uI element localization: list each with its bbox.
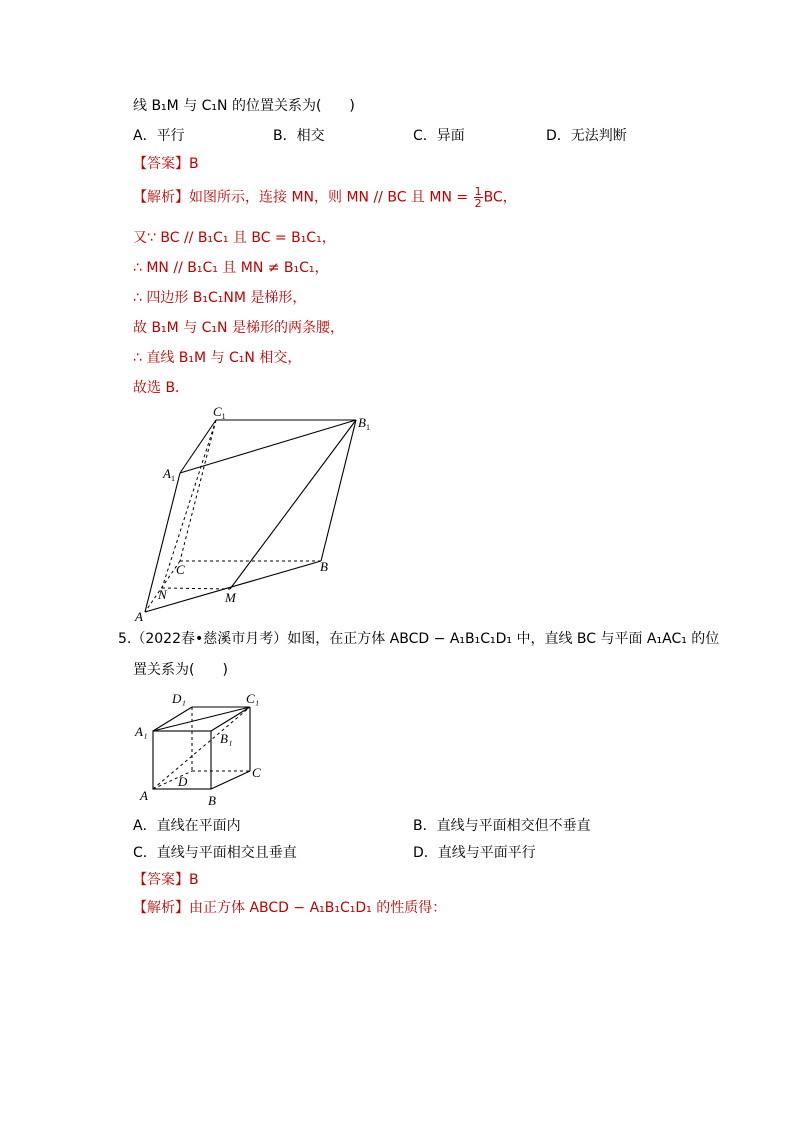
prism-figure [120, 398, 390, 626]
cube-label-b: B [208, 793, 216, 808]
analysis-line-4: ∴ 四边形 B₁C₁NM 是梯形， [133, 290, 307, 306]
q5-analysis-tag: 【解析】 [133, 900, 189, 916]
cube-label-a1: A₁ [135, 724, 148, 739]
label-c1: $C_1$ [213, 404, 226, 421]
q5-answer-tag: 【答案】 [133, 872, 189, 888]
q5-option-d: D．直线与平面平行 [413, 845, 536, 861]
analysis-line-2: 又∵ BC // B₁C₁ 且 BC = B₁C₁， [133, 230, 336, 246]
fraction-numerator: 1 [474, 185, 482, 198]
analysis-line-7: 故选 B． [133, 380, 190, 396]
question-4-stem: 线 B₁M 与 C₁N 的位置关系为( ) [133, 98, 355, 114]
fraction-half [474, 186, 483, 209]
cube-label-d1: D₁ [172, 691, 186, 706]
cube-label-b1: B₁ [220, 731, 233, 746]
option-a: A．平行 [133, 128, 185, 144]
analysis-text-b: BC， [483, 189, 517, 206]
q5-option-b: B．直线与平面相交但不垂直 [413, 818, 591, 834]
label-m: M [225, 590, 236, 605]
label-a1: $A_1$ [163, 466, 175, 483]
label-n: N [158, 587, 167, 602]
analysis-line-6: ∴ 直线 B₁M 与 C₁N 相交， [133, 350, 302, 366]
question-5-stem-line-1: 5.（2022春•慈溪市月考）如图，在正方体 ABCD − A₁B₁C₁D₁ 中，直线 BC 与平面 A₁AC₁ 的位 [118, 631, 720, 647]
fraction-denominator: 2 [474, 197, 482, 210]
analysis-text-a: 如图所示，连接 MN，则 MN // BC 且 MN = [189, 189, 473, 206]
cube-figure [130, 686, 270, 810]
option-d: D．无法判断 [546, 128, 627, 144]
q5-answer-line [133, 870, 199, 890]
cube-label-d: D [178, 774, 188, 789]
analysis-tag: 【解析】 [133, 189, 189, 206]
analysis-line-3: ∴ MN // B₁C₁ 且 MN ≠ B₁C₁， [133, 260, 329, 276]
q5-analysis-text: 由正方体 ABCD − A₁B₁C₁D₁ 的性质得： [189, 900, 447, 916]
answer-value: B [189, 156, 199, 172]
answer-line [133, 154, 199, 174]
question-5-stem-line-2: 置关系为( ) [133, 662, 228, 678]
cube-label-c1: C₁ [246, 691, 260, 706]
label-c: C [176, 562, 185, 577]
q5-analysis-line [133, 898, 446, 918]
label-b1: $B_1$ [358, 415, 370, 432]
q5-option-c: C．直线与平面相交且垂直 [133, 845, 297, 861]
analysis-line-5: 故 B₁M 与 C₁N 是梯形的两条腰， [133, 320, 344, 336]
option-c: C．异面 [413, 128, 465, 144]
q5-answer-value: B [189, 872, 199, 888]
option-b: B．相交 [273, 128, 325, 144]
cube-label-a: A [140, 788, 148, 803]
label-a: A [135, 609, 143, 624]
label-b: B [320, 559, 328, 574]
analysis-line-1 [133, 186, 517, 209]
q5-option-a: A．直线在平面内 [133, 818, 241, 834]
answer-tag: 【答案】 [133, 156, 189, 172]
cube-label-c: C [252, 765, 261, 780]
